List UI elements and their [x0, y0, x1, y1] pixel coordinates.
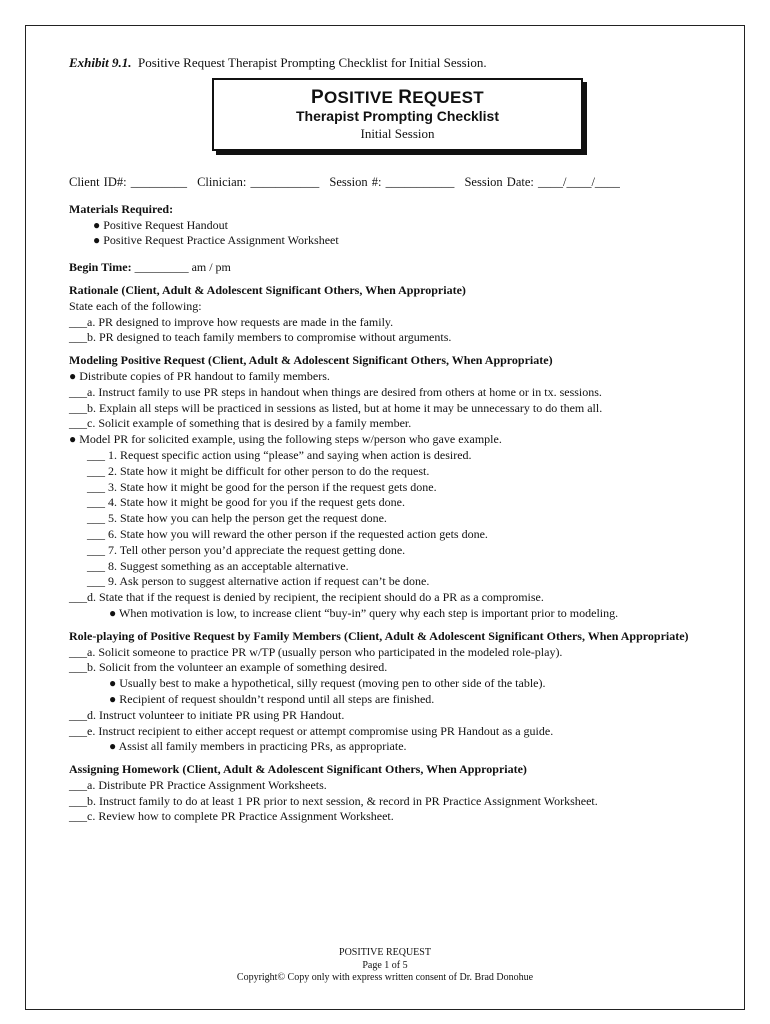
footer-page-number: Page 1 of 5 — [362, 959, 408, 971]
modeling-bullet: ● Model PR for solicited example, using the following steps w/person who gave example. — [69, 432, 502, 447]
step-item[interactable]: ___ 1. Request specific action using “please” and saying when action is desired. — [87, 447, 472, 462]
step-item[interactable]: ___ 3. State how it might be good for the person if the request gets done. — [87, 479, 437, 494]
modeling-title: Modeling Positive Request (Client, Adult & Adolescent Significant Others, When Appropriate) — [69, 353, 553, 368]
begin-time-field[interactable]: _________ am / pm — [131, 260, 231, 275]
exhibit-label: Exhibit 9.1. — [69, 55, 132, 70]
session-date-field[interactable]: Session Date: ____/____/____ — [464, 175, 620, 189]
page-footer — [0, 947, 770, 985]
step-item[interactable]: ___ 9. Ask person to suggest alternative action if request can’t be done. — [87, 574, 430, 589]
step-item[interactable]: ___ 8. Suggest something as an acceptable alternative. — [87, 558, 349, 573]
step-item[interactable]: ___ 4. State how it might be good for you if the request gets done. — [87, 495, 405, 510]
exhibit-caption — [69, 53, 729, 73]
modeling-note: ● When motivation is low, to increase client “buy-in” query why each step is important prior to modeling. — [109, 605, 619, 620]
checklist-item[interactable]: ___c. Review how to complete PR Practice Assignment Worksheet. — [69, 809, 394, 824]
checklist-item[interactable]: ___d. State that if the request is denied by recipient, the recipient should do a PR as a compromise. — [69, 590, 544, 605]
client-id-field[interactable]: Client ID#: _________ — [69, 175, 187, 189]
roleplay-note: ● Recipient of request shouldn’t respond until all steps are finished. — [109, 691, 435, 706]
document-title: POSITIVE REQUEST — [311, 87, 484, 108]
homework-title: Assigning Homework (Client, Adult & Adolescent Significant Others, When Appropriate) — [69, 762, 527, 777]
roleplay-note: ● Usually best to make a hypothetical, silly request (moving pen to other side of the table). — [109, 676, 546, 691]
roleplay-title: Role-playing of Positive Request by Family Members (Client, Adult & Adolescent Significant Others, When Appropriate) — [69, 628, 689, 643]
step-item[interactable]: ___ 2. State how it might be difficult for other person to do the request. — [87, 463, 430, 478]
footer-copyright: Copyright© Copy only with express written consent of Dr. Brad Donohue — [236, 972, 534, 983]
step-item[interactable]: ___ 7. Tell other person you’d appreciate the request getting done. — [87, 542, 406, 557]
checklist-item[interactable]: ___e. Instruct recipient to either accept request or attempt compromise using PR Handout as a guide. — [69, 723, 554, 738]
checklist-item[interactable]: ___c. Solicit example of something that is desired by a family member. — [69, 416, 412, 431]
checklist-item[interactable]: ___a. Solicit someone to practice PR w/TP (usually person who participated in the modeled role-play). — [69, 644, 563, 659]
session-number-field[interactable]: Session #: ___________ — [329, 175, 455, 189]
checklist-item[interactable]: ___b. Instruct family to do at least 1 PR prior to next session, & record in PR Practice Assignment Worksheet. — [69, 793, 598, 808]
materials-title: Materials Required: — [69, 201, 174, 216]
document-subtitle: Therapist Prompting Checklist — [295, 108, 500, 124]
footer-title: POSITIVE REQUEST — [339, 947, 431, 958]
roleplay-note: ● Assist all family members in practicing PRs, as appropriate. — [109, 739, 407, 754]
step-item[interactable]: ___ 6. State how you will reward the other person if the requested action gets done. — [87, 526, 488, 541]
clinician-field[interactable]: Clinician: ___________ — [197, 175, 320, 189]
modeling-bullet: ● Distribute copies of PR handout to family members. — [69, 368, 330, 383]
checklist-item[interactable]: ___a. Distribute PR Practice Assignment Worksheets. — [69, 777, 327, 792]
checklist-item[interactable]: ___b. Solicit from the volunteer an example of something desired. — [69, 660, 388, 675]
checklist-item[interactable]: ___a. Instruct family to use PR steps in handout when things are desired from others at home or in tx. sessions. — [69, 384, 602, 399]
rationale-intro: State each of the following: — [69, 298, 202, 313]
checklist-item[interactable]: ___b. PR designed to teach family members to compromise without arguments. — [69, 330, 452, 345]
begin-time: Begin Time: _________ am / pm — [69, 260, 231, 275]
rationale-title: Rationale (Client, Adult & Adolescent Significant Others, When Appropriate) — [69, 282, 466, 297]
exhibit-text: Positive Request Therapist Prompting Checklist for Initial Session. — [138, 55, 487, 70]
step-item[interactable]: ___ 5. State how you can help the person get the request done. — [87, 511, 387, 526]
title-box — [212, 78, 583, 151]
header-fields — [69, 175, 729, 191]
document-body — [69, 53, 729, 825]
materials-item: ● Positive Request Practice Assignment Worksheet — [93, 233, 339, 248]
session-label: Initial Session — [360, 126, 435, 141]
checklist-item[interactable]: ___d. Instruct volunteer to initiate PR using PR Handout. — [69, 707, 345, 722]
checklist-item[interactable]: ___a. PR designed to improve how requests are made in the family. — [69, 314, 394, 329]
materials-item: ● Positive Request Handout — [93, 217, 228, 232]
checklist-item[interactable]: ___b. Explain all steps will be practiced in sessions as listed, but at home it may be unnecessary to do them all. — [69, 400, 603, 415]
